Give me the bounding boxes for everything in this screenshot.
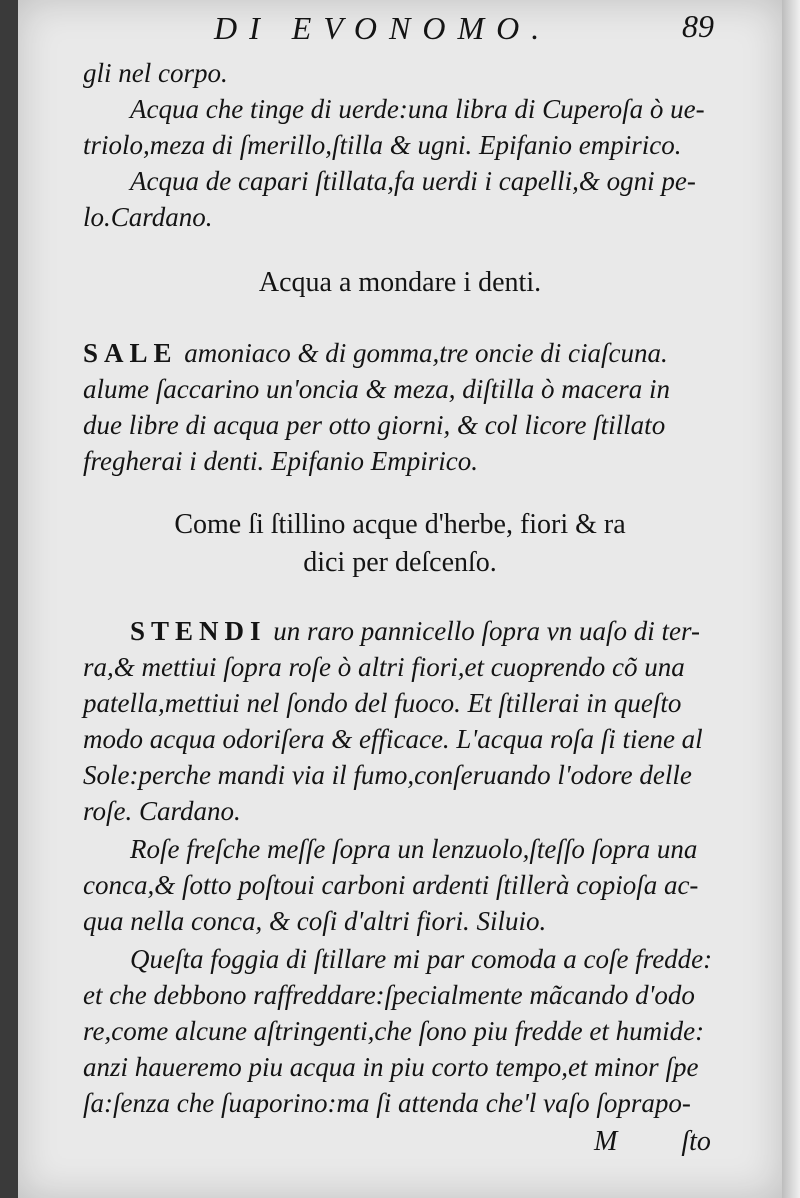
drop-word: STENDI [130, 616, 267, 646]
text-line: alume ſaccarino un'oncia & meza, diſtilla ò macera in [83, 374, 670, 404]
text-line: Queſta foggia di ſtillare mi par comoda a coſe fredde: [130, 944, 713, 974]
section-heading-line2: dici per deſcenſo. [303, 547, 497, 578]
text-line: conca,& ſotto poſtoui carboni ardenti ſtillerà copioſa ac- [83, 870, 699, 900]
catchword: ſto [681, 1126, 711, 1157]
text-line: Sole:perche mandi via il fumo,conſeruando l'odore delle [83, 760, 692, 790]
section-heading-line1: Come ſi ſtillino acque d'herbe, fiori & ra [174, 509, 626, 540]
text-run: amoniaco & di gomma,tre oncie di ciaſcuna. [177, 338, 668, 368]
drop-word: SALE [83, 338, 178, 368]
page-edge [782, 0, 800, 1198]
text-line: fregherai i denti. Epifanio Empirico. [83, 446, 478, 476]
text-line: anzi haueremo piu acqua in piu corto tempo,et minor ſpe [83, 1052, 699, 1082]
text-line: re,come alcune aſtringenti,che ſono piu fredde et humide: [83, 1016, 705, 1046]
text-run: un raro pannicello ſopra vn uaſo di ter- [266, 616, 700, 646]
section-heading: Acqua a mondare i denti. [258, 267, 542, 298]
signature-mark: M [594, 1126, 618, 1157]
running-header-title: DI EVONOMO. [214, 10, 552, 46]
text-line: triolo,meza di ſmerillo,ſtilla & ugni. Epifanio empirico. [83, 130, 682, 160]
text-line: ra,& mettiui ſopra roſe ò altri fiori,et cuoprendo cõ una [83, 652, 685, 682]
text-line [83, 336, 668, 370]
text-line: modo acqua odoriſera & efficace. L'acqua roſa ſi tiene al [83, 724, 703, 754]
text-line: Acqua de capari ſtillata,fa uerdi i capelli,& ogni pe- [130, 166, 696, 196]
book-page [18, 0, 782, 1198]
text-line: et che debbono raffreddare:ſpecialmente mãcando d'odo [83, 980, 695, 1010]
text-line: patella,mettiui nel ſondo del fuoco. Et ſtillerai in queſto [83, 688, 682, 718]
text-line: Acqua che tinge di uerde:una libra di Cuperoſa ò ue- [130, 94, 705, 124]
text-line: gli nel corpo. [83, 58, 228, 88]
text-line: ſa:ſenza che ſuaporino:ma ſi attenda che'l vaſo ſoprapo- [83, 1088, 691, 1118]
page-footer [594, 1126, 711, 1158]
text-line: lo.Cardano. [83, 202, 213, 232]
text-line [83, 614, 700, 648]
text-line: Roſe freſche meſſe ſopra un lenzuolo,ſteſſo ſopra una [130, 834, 698, 864]
page-number: 89 [682, 8, 714, 44]
text-line: qua nella conca, & coſi d'altri fiori. Siluio. [83, 906, 547, 936]
book-gutter-shadow [0, 0, 18, 1198]
text-line: roſe. Cardano. [83, 796, 241, 826]
text-line: due libre di acqua per otto giorni, & col licore ſtillato [83, 410, 666, 440]
